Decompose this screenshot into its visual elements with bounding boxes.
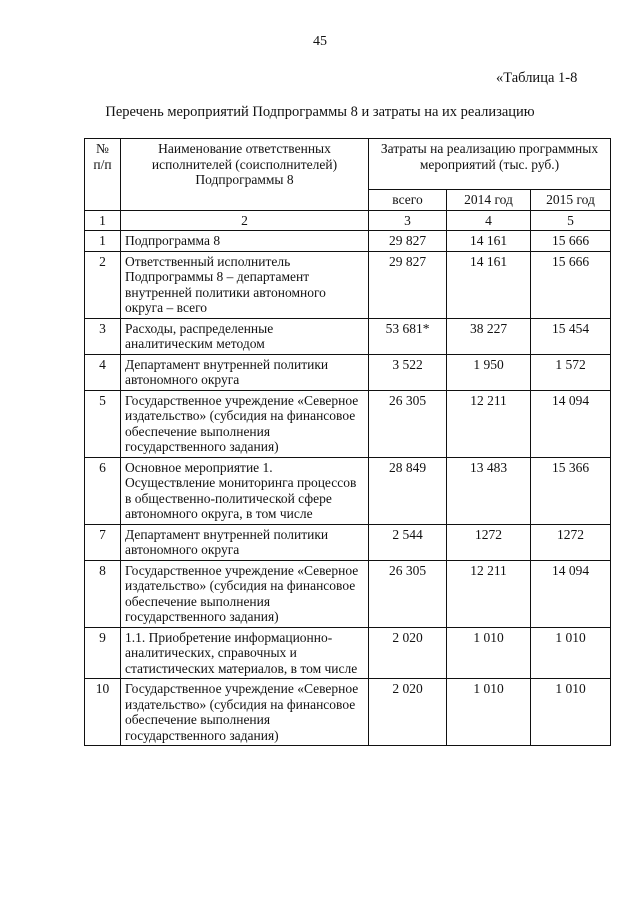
row-name: 1.1. Приобретение информационно-аналитических, справочных и статистических материалов, в том числе (121, 627, 369, 679)
row-2014: 12 211 (447, 390, 531, 457)
row-number: 5 (85, 390, 121, 457)
row-2014: 38 227 (447, 318, 531, 354)
row-total: 29 827 (369, 251, 447, 318)
row-number: 3 (85, 318, 121, 354)
row-number: 2 (85, 251, 121, 318)
row-name: Государственное учреждение «Северное издательство» (субсидия на финансовое обеспечение выполнения государственного задания) (121, 679, 369, 746)
row-number: 6 (85, 457, 121, 524)
row-total: 26 305 (369, 560, 447, 627)
row-2015: 1 010 (531, 627, 611, 679)
row-2014: 1 010 (447, 627, 531, 679)
header-num: № п/п (85, 139, 121, 211)
table-row (85, 231, 611, 252)
table-row (85, 457, 611, 524)
row-2015: 14 094 (531, 390, 611, 457)
row-total: 26 305 (369, 390, 447, 457)
row-name: Департамент внутренней политики автономного округа (121, 354, 369, 390)
row-2014: 12 211 (447, 560, 531, 627)
row-name: Государственное учреждение «Северное издательство» (субсидия на финансовое обеспечение выполнения государственного задания) (121, 560, 369, 627)
table-title: Перечень мероприятий Подпрограммы 8 и затраты на их реализацию (105, 104, 535, 120)
column-index: 4 (447, 210, 531, 231)
row-name: Департамент внутренней политики автономного округа (121, 524, 369, 560)
row-name: Расходы, распределенные аналитическим методом (121, 318, 369, 354)
row-number: 8 (85, 560, 121, 627)
costs-table (84, 138, 611, 746)
table-row (85, 318, 611, 354)
table-reference: «Таблица 1-8 (496, 70, 578, 86)
row-total: 2 020 (369, 679, 447, 746)
row-2015: 1 010 (531, 679, 611, 746)
row-number: 4 (85, 354, 121, 390)
header-2014: 2014 год (447, 190, 531, 211)
row-total: 2 544 (369, 524, 447, 560)
row-2015: 15 666 (531, 231, 611, 252)
header-2015: 2015 год (531, 190, 611, 211)
header-costs: Затраты на реализацию программных мероприятий (тыс. руб.) (369, 139, 611, 190)
row-2014: 1 010 (447, 679, 531, 746)
header-name: Наименование ответственных исполнителей (соисполнителей) Подпрограммы 8 (121, 139, 369, 211)
row-2014: 1 950 (447, 354, 531, 390)
column-index-row (85, 210, 611, 231)
row-2015: 15 366 (531, 457, 611, 524)
row-number: 1 (85, 231, 121, 252)
column-index: 5 (531, 210, 611, 231)
row-total: 2 020 (369, 627, 447, 679)
table-row (85, 251, 611, 318)
row-2014: 14 161 (447, 231, 531, 252)
column-index: 2 (121, 210, 369, 231)
row-2015: 15 454 (531, 318, 611, 354)
header-total: всего (369, 190, 447, 211)
table-row (85, 390, 611, 457)
column-index: 1 (85, 210, 121, 231)
table-row (85, 354, 611, 390)
table-row (85, 627, 611, 679)
page-number: 45 (313, 34, 327, 49)
row-2015: 1272 (531, 524, 611, 560)
row-2014: 14 161 (447, 251, 531, 318)
row-number: 10 (85, 679, 121, 746)
row-total: 28 849 (369, 457, 447, 524)
row-2015: 1 572 (531, 354, 611, 390)
row-name: Государственное учреждение «Северное издательство» (субсидия на финансовое обеспечение выполнения государственного задания) (121, 390, 369, 457)
row-2015: 15 666 (531, 251, 611, 318)
row-total: 29 827 (369, 231, 447, 252)
row-total: 53 681* (369, 318, 447, 354)
table-row (85, 524, 611, 560)
column-index: 3 (369, 210, 447, 231)
row-2014: 13 483 (447, 457, 531, 524)
row-name: Подпрограмма 8 (121, 231, 369, 252)
row-2014: 1272 (447, 524, 531, 560)
row-name: Основное мероприятие 1. Осуществление мониторинга процессов в общественно-политической сфере автономного округа, в том числе (121, 457, 369, 524)
row-2015: 14 094 (531, 560, 611, 627)
row-number: 7 (85, 524, 121, 560)
row-total: 3 522 (369, 354, 447, 390)
row-name: Ответственный исполнитель Подпрограммы 8 – департамент внутренней политики автономного округа – всего (121, 251, 369, 318)
row-number: 9 (85, 627, 121, 679)
table-row (85, 679, 611, 746)
header-row (85, 139, 611, 190)
table-row (85, 560, 611, 627)
